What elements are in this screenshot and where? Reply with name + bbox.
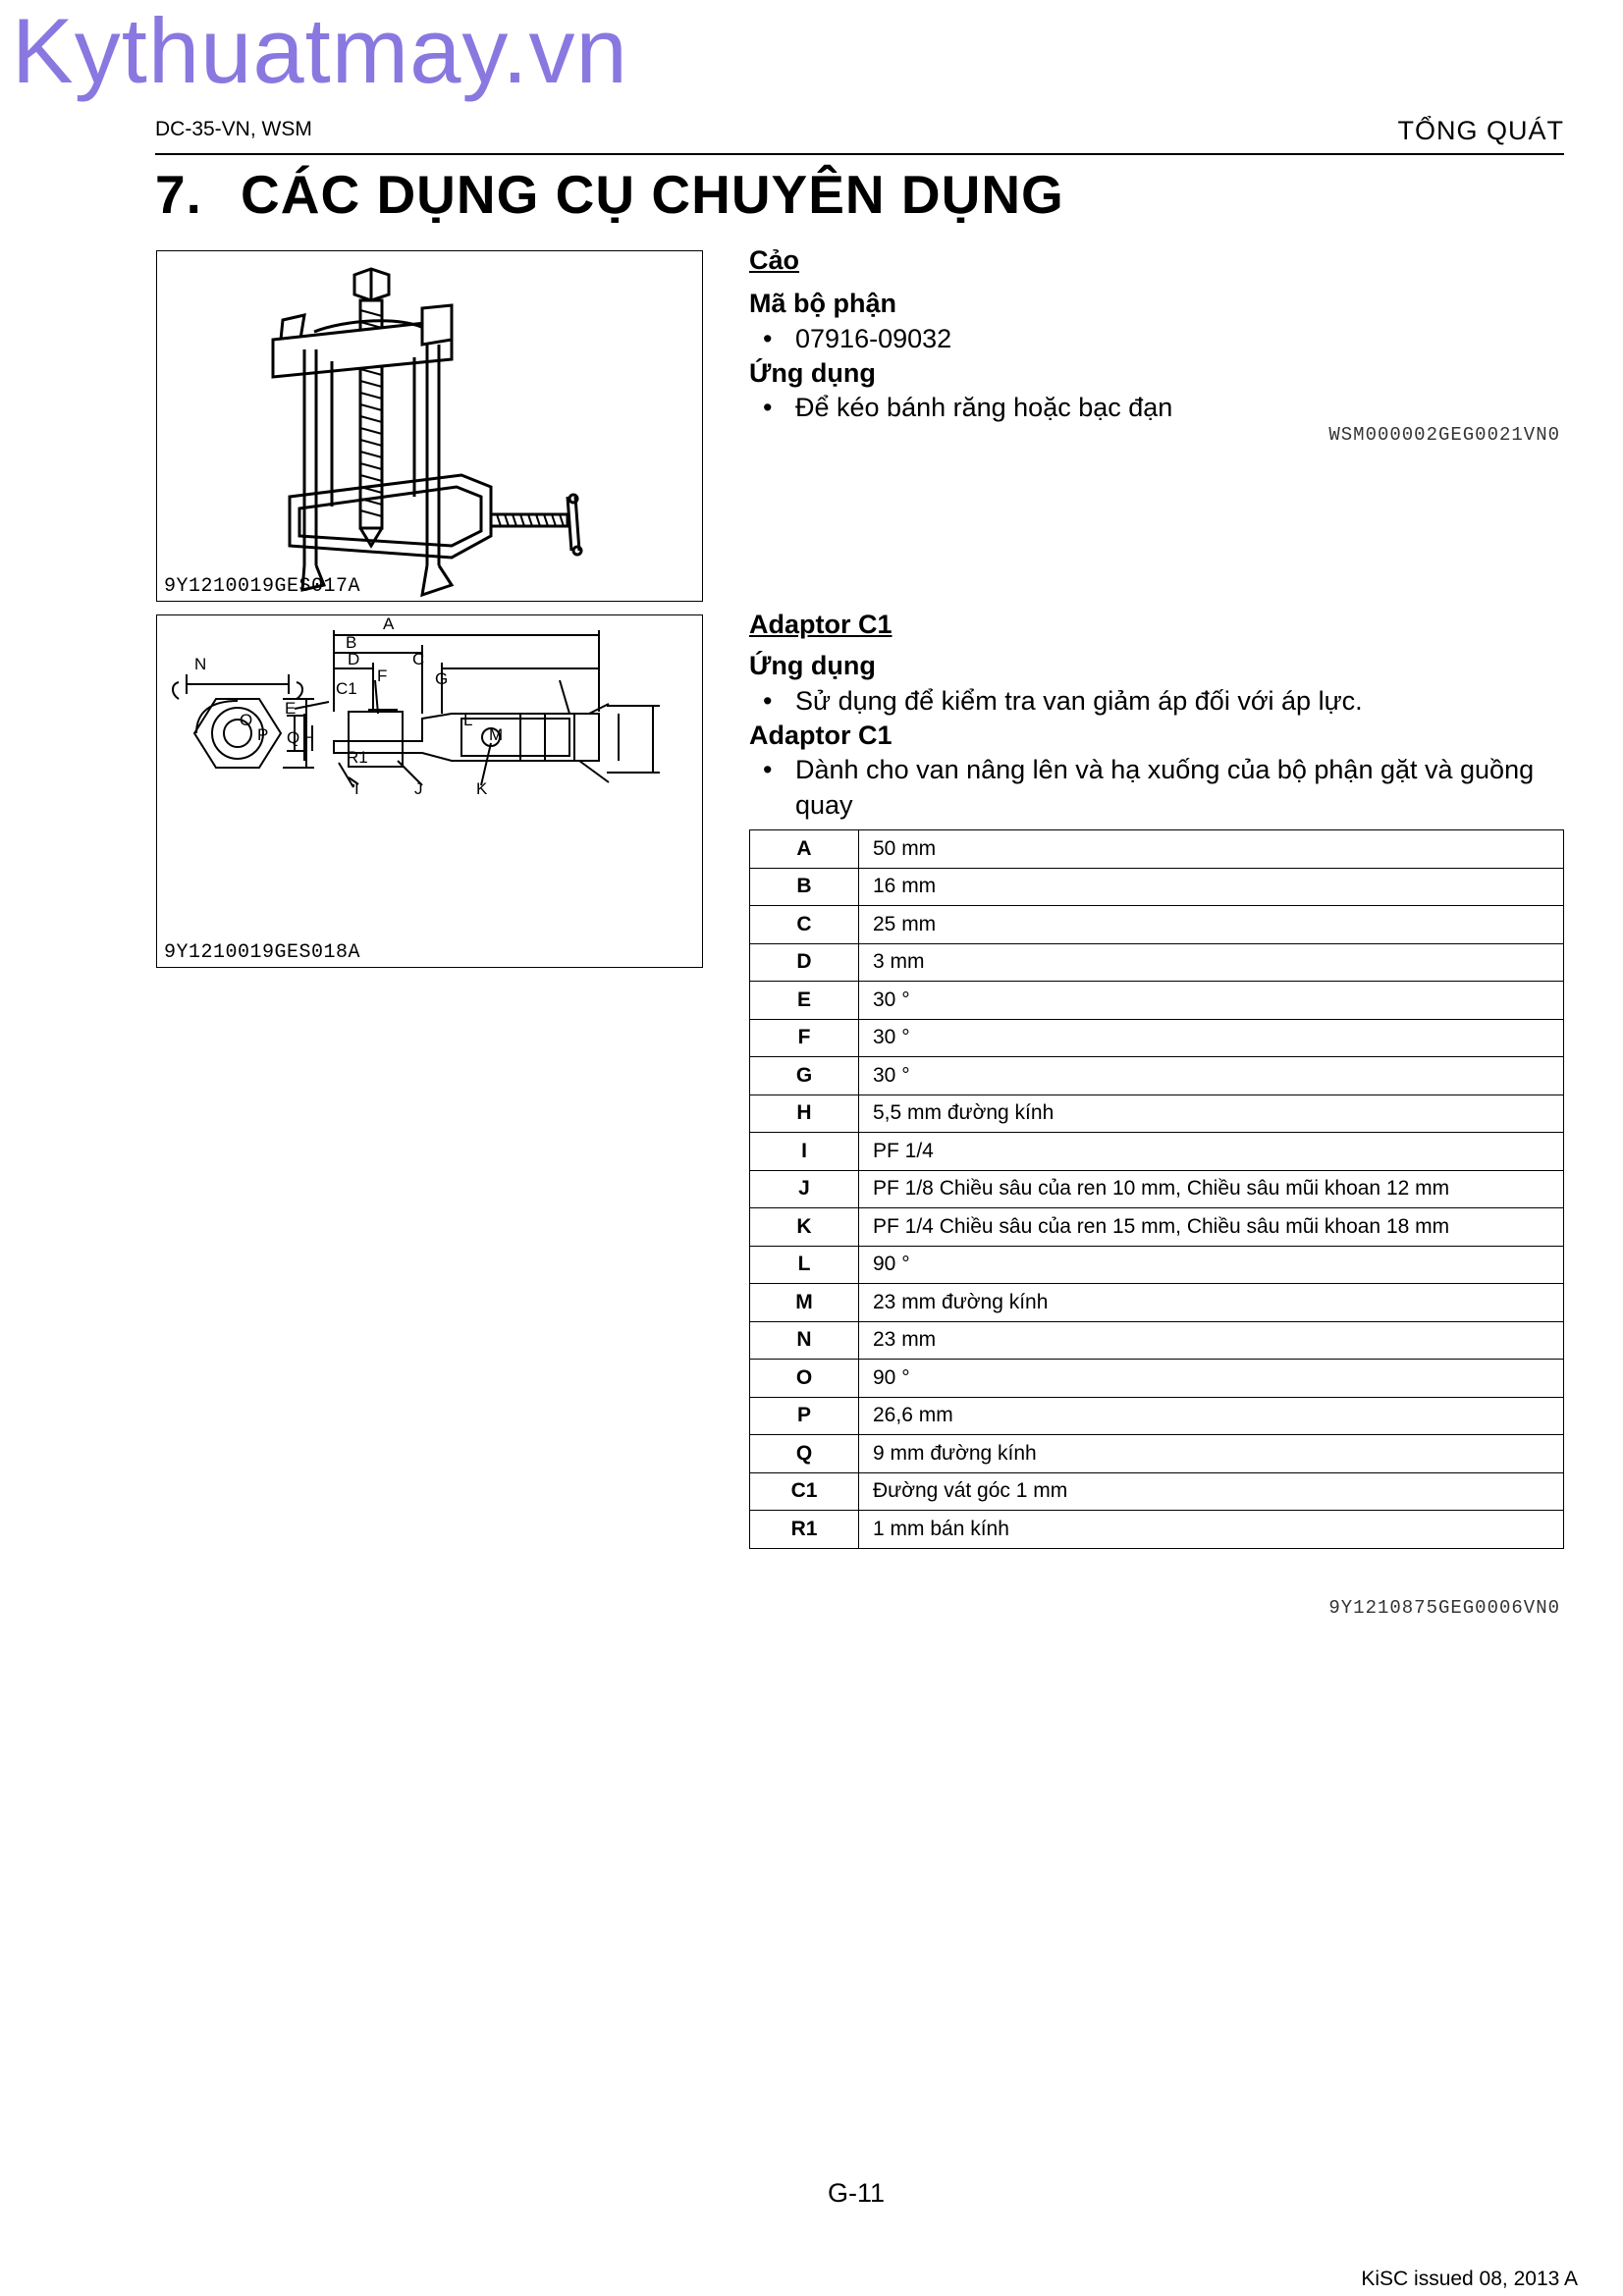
table-row	[750, 830, 1564, 869]
part-code-heading: Mã bộ phận	[749, 289, 896, 318]
adaptor-reference-code: 9Y1210875GEG0006VN0	[1328, 1597, 1560, 1619]
table-row	[750, 1019, 1564, 1057]
spec-key-cell: M	[750, 1284, 859, 1322]
page-title	[155, 163, 1064, 226]
spec-key-cell: B	[750, 868, 859, 906]
label-e: E	[285, 699, 297, 718]
spec-value-cell: 90 °	[859, 1360, 1564, 1398]
table-row	[750, 1095, 1564, 1133]
spec-value-cell: PF 1/4	[859, 1133, 1564, 1171]
spec-value-cell: PF 1/4 Chiều sâu của ren 15 mm, Chiều sâu mũi khoan 18 mm	[859, 1208, 1564, 1247]
label-c1: C1	[336, 679, 357, 698]
spec-key-cell: O	[750, 1360, 859, 1398]
puller-illustration	[157, 251, 702, 601]
table-row	[750, 1511, 1564, 1549]
puller-figure	[156, 250, 703, 602]
part-code-value: • 07916-09032	[749, 321, 1564, 356]
spec-key-cell: L	[750, 1246, 859, 1284]
spec-value-cell: 9 mm đường kính	[859, 1435, 1564, 1473]
table-row	[750, 1435, 1564, 1473]
header-doc-code: DC-35-VN, WSM	[155, 118, 312, 140]
label-h: H	[302, 728, 315, 747]
spec-value-cell: 16 mm	[859, 868, 1564, 906]
table-row	[750, 982, 1564, 1020]
table-row	[750, 1360, 1564, 1398]
watermark: Kythuatmay.vn	[12, 0, 628, 102]
title-number: 7.	[155, 164, 202, 225]
spec-value-cell: 90 °	[859, 1246, 1564, 1284]
table-row	[750, 1208, 1564, 1247]
issue-note: KiSC issued 08, 2013 A	[1361, 2268, 1578, 2290]
adaptor-drawing-labels	[194, 615, 503, 798]
page-number: G-11	[828, 2178, 886, 2208]
table-row	[750, 1133, 1564, 1171]
label-i: I	[354, 779, 359, 798]
spec-value-cell: 23 mm đường kính	[859, 1284, 1564, 1322]
header-section-name: TỔNG QUÁT	[1397, 116, 1564, 145]
puller-figure-caption: 9Y1210019GES017A	[164, 575, 361, 598]
spec-value-cell: PF 1/8 Chiều sâu của ren 10 mm, Chiều sâu mũi khoan 12 mm	[859, 1170, 1564, 1208]
spec-key-cell: A	[750, 830, 859, 869]
table-row	[750, 906, 1564, 944]
spec-table	[749, 829, 1564, 1549]
spec-value-cell: 26,6 mm	[859, 1397, 1564, 1435]
spec-key-cell: K	[750, 1208, 859, 1247]
label-d: D	[348, 650, 360, 668]
adaptor-section	[749, 607, 1564, 823]
header-divider	[155, 153, 1564, 155]
adaptor-application-text: • Sử dụng để kiểm tra van giảm áp đối với áp lực.	[749, 683, 1564, 719]
label-c: C	[412, 650, 425, 668]
spec-value-cell: 30 °	[859, 982, 1564, 1020]
table-row	[750, 868, 1564, 906]
spec-key-cell: H	[750, 1095, 859, 1133]
table-row	[750, 1246, 1564, 1284]
label-g: G	[435, 669, 449, 688]
adaptor-sub-heading: Adaptor C1	[749, 721, 893, 750]
label-b: B	[346, 633, 357, 652]
label-f: F	[377, 667, 388, 685]
adaptor-title: Adaptor C1	[749, 610, 893, 639]
spec-key-cell: G	[750, 1057, 859, 1095]
label-n: N	[194, 655, 207, 673]
table-row	[750, 1284, 1564, 1322]
spec-value-cell: 30 °	[859, 1057, 1564, 1095]
adaptor-figure	[156, 614, 703, 968]
spec-key-cell: C	[750, 906, 859, 944]
puller-reference-code: WSM000002GEG0021VN0	[1328, 424, 1560, 446]
label-m: M	[489, 725, 504, 744]
adaptor-sub-text: • Dành cho van nâng lên và hạ xuống của bộ phận gặt và guồng quay	[749, 752, 1564, 823]
spec-key-cell: N	[750, 1321, 859, 1360]
spec-key-cell: E	[750, 982, 859, 1020]
spec-value-cell: 1 mm bán kính	[859, 1511, 1564, 1549]
table-row	[750, 943, 1564, 982]
puller-application-text: • Để kéo bánh răng hoặc bạc đạn	[749, 390, 1564, 425]
adaptor-drawing	[157, 615, 702, 967]
label-q: Q	[287, 728, 300, 747]
adaptor-application-heading: Ứng dụng	[749, 651, 876, 680]
table-row	[750, 1472, 1564, 1511]
puller-section	[749, 242, 1564, 425]
label-a: A	[383, 615, 395, 633]
table-row	[750, 1397, 1564, 1435]
spec-key-cell: P	[750, 1397, 859, 1435]
table-row	[750, 1170, 1564, 1208]
title-text: CÁC DỤNG CỤ CHUYÊN DỤNG	[241, 164, 1064, 225]
spec-value-cell: 3 mm	[859, 943, 1564, 982]
spec-key-cell: D	[750, 943, 859, 982]
spec-value-cell: 25 mm	[859, 906, 1564, 944]
spec-key-cell: F	[750, 1019, 859, 1057]
spec-key-cell: C1	[750, 1472, 859, 1511]
label-o: O	[240, 711, 253, 729]
puller-title: Cảo	[749, 245, 800, 275]
table-row	[750, 1321, 1564, 1360]
spec-value-cell: Đường vát góc 1 mm	[859, 1472, 1564, 1511]
spec-value-cell: 30 °	[859, 1019, 1564, 1057]
spec-key-cell: I	[750, 1133, 859, 1171]
adaptor-figure-caption: 9Y1210019GES018A	[164, 941, 361, 964]
puller-application-heading: Ứng dụng	[749, 358, 876, 388]
label-j: J	[414, 779, 423, 798]
label-l: L	[463, 711, 473, 729]
spec-key-cell: R1	[750, 1511, 859, 1549]
label-r1: R1	[347, 748, 368, 767]
spec-value-cell: 23 mm	[859, 1321, 1564, 1360]
table-row	[750, 1057, 1564, 1095]
spec-value-cell: 50 mm	[859, 830, 1564, 869]
spec-key-cell: J	[750, 1170, 859, 1208]
label-k: K	[476, 779, 488, 798]
label-p: P	[257, 725, 269, 744]
spec-key-cell: Q	[750, 1435, 859, 1473]
spec-value-cell: 5,5 mm đường kính	[859, 1095, 1564, 1133]
